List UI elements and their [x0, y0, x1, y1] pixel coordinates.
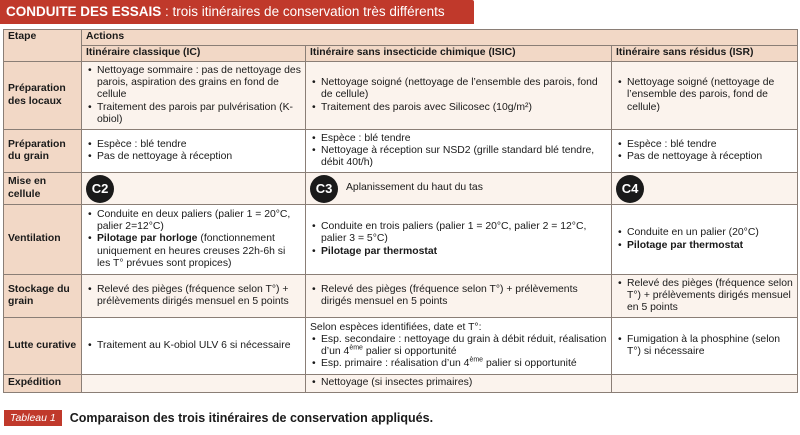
- stockage-isr: [612, 275, 798, 318]
- ventilation-isr-bold: Pilotage par thermostat: [627, 239, 744, 251]
- caption-tag: Tableau 1: [4, 410, 62, 426]
- lutte-ic: [82, 318, 306, 375]
- header-row-1: [4, 30, 798, 46]
- lutte-isic: [306, 318, 612, 375]
- label-grain: Préparation du grain: [4, 130, 82, 173]
- locaux-isic: [306, 62, 612, 130]
- list-item: [321, 246, 607, 258]
- expedition-isr: [612, 375, 798, 393]
- ventilation-ic-rest: (fonctionnement uniquement en heures creuses 22h-6h si les T° prévues sont propices): [97, 233, 286, 269]
- cell-badge-c4: C4: [616, 175, 644, 203]
- list-item: • Espèce : blé tendre: [97, 139, 301, 151]
- row-stockage: [4, 275, 798, 318]
- expedition-isic: [306, 375, 612, 393]
- list-item: • Traitement au K-obiol ULV 6 si nécessaire: [97, 340, 301, 352]
- label-lutte: Lutte curative: [4, 318, 82, 375]
- row-mise: [4, 173, 798, 205]
- list-item: • Pas de nettoyage à réception: [627, 151, 793, 163]
- ventilation-isic: [306, 205, 612, 275]
- list-item: • Relevé des pièges (fréquence selon T°) + prélèvements dirigés mensuel en 5 points: [97, 284, 301, 308]
- list-item: • Conduite en trois paliers (palier 1 = 20°C, palier 2 = 12°C, palier 3 = 5°C): [321, 221, 607, 245]
- caption-text: Comparaison des trois itinéraires de conservation appliqués.: [69, 411, 434, 425]
- label-locaux: Préparation des locaux: [4, 62, 82, 130]
- mise-isic: [306, 173, 612, 205]
- locaux-isr: [612, 62, 798, 130]
- label-mise: Mise en cellule: [4, 173, 82, 205]
- stockage-isic: [306, 275, 612, 318]
- mise-isic-text: Aplanissement du haut du tas: [346, 182, 483, 194]
- table-caption: [4, 409, 433, 427]
- list-item: • Espèce : blé tendre: [627, 139, 793, 151]
- banner-bold: CONDUITE DES ESSAIS: [6, 4, 162, 19]
- header-isr: Itinéraire sans résidus (ISR): [612, 46, 798, 62]
- lutte-isic-2b: palier si opportunité: [483, 358, 577, 370]
- comparison-table: [3, 29, 798, 393]
- lutte-isic-1sup: ème: [349, 344, 363, 352]
- lutte-isic-2a: Esp. primaire : réalisation d’un 4: [321, 358, 470, 370]
- list-item: • Conduite en deux paliers (palier 1 = 20°C, palier 2=12°C): [97, 209, 301, 233]
- cell-badge-c2: C2: [86, 175, 114, 203]
- row-locaux: [4, 62, 798, 130]
- header-row-2: [4, 46, 798, 62]
- mise-ic: [82, 173, 306, 205]
- grain-isr: [612, 130, 798, 173]
- grain-ic: [82, 130, 306, 173]
- header-isic: Itinéraire sans insecticide chimique (ISIC): [306, 46, 612, 62]
- row-expedition: [4, 375, 798, 393]
- row-lutte: [4, 318, 798, 375]
- mise-isr: [612, 173, 798, 205]
- stockage-ic: [82, 275, 306, 318]
- list-item: • Relevé des pièges (fréquence selon T°) + prélèvements dirigés mensuel en 5 points: [321, 284, 607, 308]
- ventilation-isic-bold: Pilotage par thermostat: [321, 245, 438, 257]
- cell-badge-c3: C3: [310, 175, 338, 203]
- locaux-ic: [82, 62, 306, 130]
- list-item: • Nettoyage à réception sur NSD2 (grille standard blé tendre, débit 40t/h): [321, 145, 607, 169]
- banner-rest: : trois itinéraires de conservation très différents: [161, 4, 445, 19]
- list-item: • Nettoyage sommaire : pas de nettoyage des parois, aspiration des grains en fond de cellule: [97, 65, 301, 102]
- list-item: • Relevé des pièges (fréquence selon T°) + prélèvements dirigés mensuel en 5 points: [627, 278, 793, 315]
- header-actions: Actions: [82, 30, 798, 46]
- list-item: [321, 334, 607, 358]
- list-item: [321, 358, 607, 370]
- lutte-isic-1a: Esp. secondaire : nettoyage du grain à débit réduit, réalisation d’un 4: [321, 333, 607, 357]
- lutte-isic-2sup: ème: [469, 356, 484, 364]
- ventilation-ic: [82, 205, 306, 275]
- ventilation-ic-bold: Pilotage par horloge: [97, 233, 198, 245]
- ventilation-isr: [612, 205, 798, 275]
- lutte-isic-intro: Selon espèces identifiées, date et T°:: [310, 321, 482, 333]
- list-item: • Nettoyage (si insectes primaires): [321, 377, 607, 389]
- lutte-isr: [612, 318, 798, 375]
- row-grain: [4, 130, 798, 173]
- list-item: • Fumigation à la phosphine (selon T°) si nécessaire: [627, 334, 793, 358]
- list-item: • Espèce : blé tendre: [321, 133, 607, 145]
- list-item: [627, 240, 793, 252]
- grain-isic: [306, 130, 612, 173]
- list-item: • Traitement des parois par pulvérisation (K-obiol): [97, 102, 301, 126]
- row-ventilation: [4, 205, 798, 275]
- list-item: • Traitement des parois avec Silicosec (10g/m²): [321, 102, 607, 114]
- list-item: [97, 233, 301, 270]
- expedition-ic: [82, 375, 306, 393]
- section-banner: [0, 0, 474, 24]
- list-item: • Conduite en un palier (20°C): [627, 227, 793, 239]
- lutte-isic-1b: palier si opportunité: [362, 346, 457, 357]
- label-stockage: Stockage du grain: [4, 275, 82, 318]
- list-item: • Pas de nettoyage à réception: [97, 151, 301, 163]
- header-etape: Etape: [4, 30, 82, 62]
- header-ic: Itinéraire classique (IC): [82, 46, 306, 62]
- label-ventilation: Ventilation: [4, 205, 82, 275]
- list-item: • Nettoyage soigné (nettoyage de l’ensemble des parois, fond de cellule): [627, 77, 793, 114]
- label-expedition: Expédition: [4, 375, 82, 393]
- list-item: • Nettoyage soigné (nettoyage de l’ensemble des parois, fond de cellule): [321, 77, 607, 101]
